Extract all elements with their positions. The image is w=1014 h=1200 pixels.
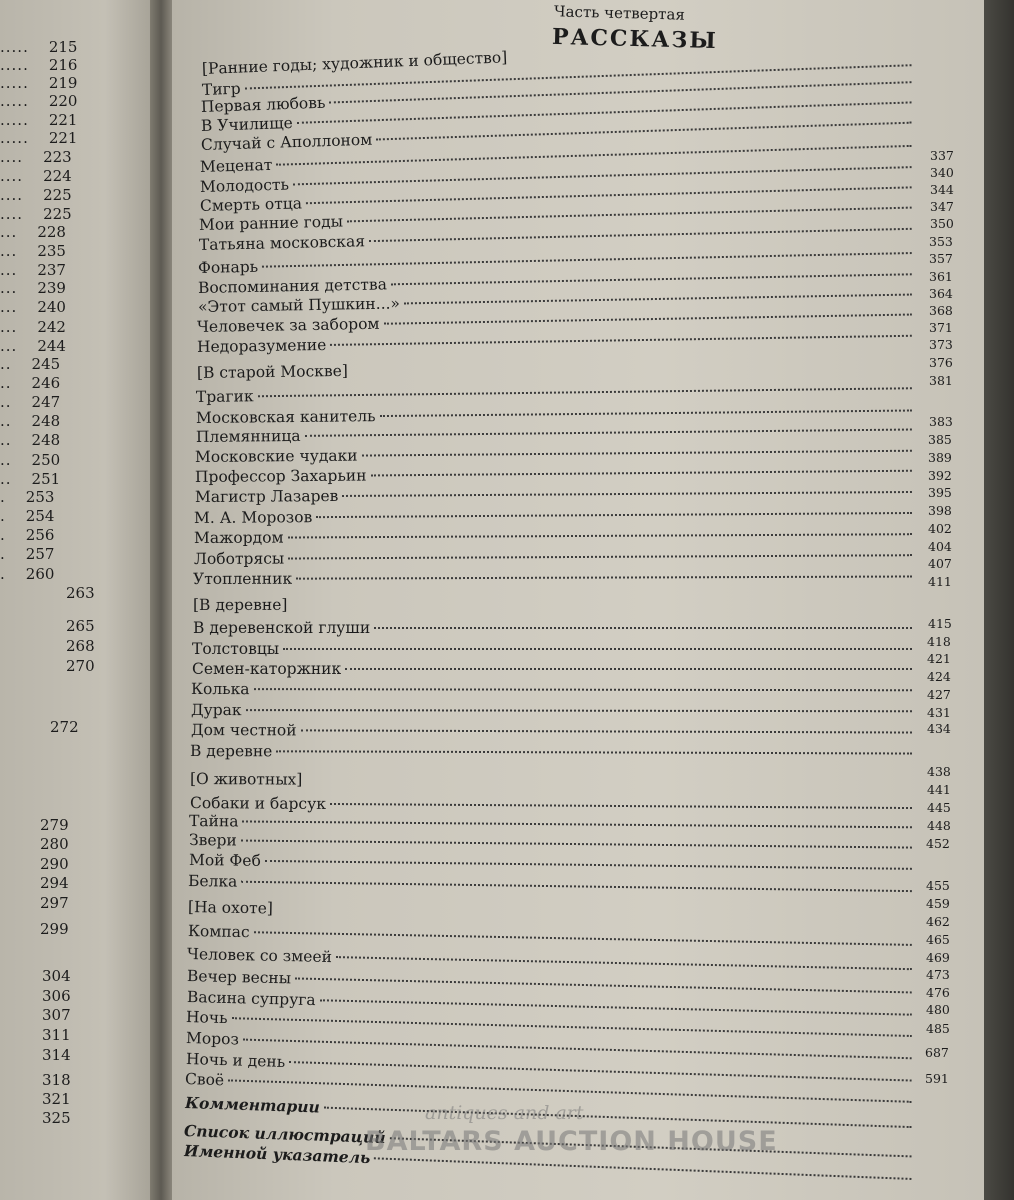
page-number: 344: [930, 182, 954, 197]
left-page-number: [0, 393, 60, 411]
left-page-number: [0, 412, 60, 430]
entry-title: Первая любовь: [200, 93, 326, 116]
leader-dots: ..: [0, 470, 12, 488]
page-number: 340: [930, 165, 954, 180]
page-number: 418: [927, 634, 951, 649]
toc-entry: [191, 721, 912, 744]
entry-title: Недоразумение: [196, 335, 327, 356]
left-page-number: [22, 1109, 71, 1127]
leader-dots: ..: [0, 431, 12, 449]
leader-dots: [342, 491, 912, 497]
page-number: 306: [42, 987, 71, 1005]
leader-dots: [258, 387, 912, 397]
left-page-number: [0, 129, 77, 147]
page-number: 225: [43, 186, 72, 204]
leader-dots: .: [0, 545, 6, 563]
leader-dots: ....: [0, 148, 24, 166]
leader-dots: .....: [0, 129, 29, 147]
page-number: 299: [40, 920, 69, 938]
entry-title: «Этот самый Пушкин...»: [197, 294, 401, 316]
entry-title: Человечек за забором: [196, 314, 380, 336]
page-number: 373: [929, 337, 953, 352]
page-number: 270: [66, 657, 95, 675]
left-page-number: [0, 205, 72, 223]
entry-title: [В деревне]: [192, 595, 288, 614]
left-page-number: [20, 920, 69, 938]
leader-dots: [288, 554, 912, 559]
page-number: 371: [929, 320, 953, 335]
leader-dots: .....: [0, 92, 29, 110]
entry-title: Молодость: [199, 175, 290, 196]
page-number: 290: [40, 855, 69, 873]
section-heading: [190, 770, 912, 794]
toc-entry: [192, 660, 912, 680]
left-page-number: [20, 835, 69, 853]
left-page-number: [0, 470, 60, 488]
entry-title: В деревне: [189, 742, 273, 761]
page-number: 304: [42, 967, 71, 985]
entry-title: Белка: [187, 872, 238, 891]
page-number: 434: [927, 721, 951, 736]
leader-dots: [330, 335, 912, 346]
page-number: 216: [48, 56, 78, 74]
page-number: 254: [25, 507, 55, 525]
entry-title: Собаки и барсук: [189, 794, 327, 813]
entry-title: Воспоминания детства: [197, 275, 388, 297]
entry-title: Дурак: [190, 701, 242, 720]
page-number: 485: [926, 1021, 950, 1036]
leader-dots: ...: [0, 279, 18, 297]
entry-title: Московские чудаки: [194, 446, 358, 466]
page-number: 245: [31, 355, 61, 373]
page-number: 244: [37, 337, 66, 355]
left-page-number: [0, 92, 77, 110]
leader-dots: ...: [0, 318, 18, 336]
leader-dots: [369, 228, 912, 242]
page-number: 263: [66, 584, 95, 602]
left-page-number: [22, 967, 71, 985]
book-cover-edge: [984, 0, 1014, 1200]
leader-dots: [262, 252, 912, 268]
leader-dots: [316, 512, 912, 518]
leader-dots: ..: [0, 412, 12, 430]
leader-dots: [254, 931, 912, 946]
entry-title: Дом честной: [190, 721, 297, 740]
page-number: 469: [926, 950, 950, 965]
leader-dots: [305, 429, 912, 437]
toc-entry: [191, 680, 912, 701]
entry-title: Своё: [184, 1070, 225, 1090]
leader-dots: .: [0, 526, 6, 544]
leader-dots: [288, 533, 912, 538]
leader-dots: ..: [0, 451, 12, 469]
page-number: 438: [927, 764, 951, 779]
entry-title: Семен-каторжник: [192, 660, 342, 678]
page-number: 221: [48, 129, 78, 147]
leader-dots: ....: [0, 186, 24, 204]
page-number: 480: [926, 1002, 950, 1017]
page-number: 385: [928, 432, 952, 447]
page-number: 445: [927, 800, 951, 815]
page-number: 431: [927, 705, 951, 720]
entry-title: Утопленник: [192, 569, 293, 588]
left-page-number: [30, 718, 79, 736]
left-page-number: [22, 1071, 71, 1089]
leader-dots: .: [0, 565, 6, 583]
part-header: Часть четвертая: [553, 2, 686, 24]
left-page-number: [20, 874, 69, 892]
leader-dots: ...: [0, 261, 18, 279]
page-number: 220: [48, 92, 78, 110]
left-page-number: [0, 186, 72, 204]
page-number: 421: [927, 651, 951, 666]
left-page-number: [46, 617, 95, 635]
page-number: 404: [928, 539, 952, 554]
toc-entry: [191, 701, 912, 722]
leader-dots: .: [0, 507, 6, 525]
leader-dots: [374, 627, 912, 629]
page-number: 225: [43, 205, 72, 223]
entry-title: Толстовцы: [192, 640, 280, 658]
leader-dots: .: [0, 488, 6, 506]
leader-dots: [242, 820, 912, 828]
toc-entry: [190, 742, 912, 765]
left-page-number: [20, 855, 69, 873]
left-page-number: [0, 148, 72, 166]
left-page-number: [0, 545, 54, 563]
left-page-number: [20, 894, 69, 912]
leader-dots: .....: [0, 111, 29, 129]
entry-title: Именной указатель: [183, 1141, 371, 1168]
page-number: 318: [42, 1071, 71, 1089]
entry-title: Татьяна московская: [198, 232, 366, 254]
entry-title: Компас: [187, 922, 250, 942]
left-page-number: [0, 111, 77, 129]
left-page-number: [22, 1006, 71, 1024]
page-number: 219: [48, 74, 78, 92]
book-spine: [150, 0, 172, 1200]
page-number: 256: [25, 526, 55, 544]
page-number: 415: [928, 616, 952, 631]
left-page-number: [22, 1026, 71, 1044]
left-page-number: [22, 1090, 71, 1108]
left-page-number: [0, 279, 66, 297]
leader-dots: ...: [0, 298, 18, 316]
page-number: 350: [930, 216, 954, 231]
page-number: 221: [48, 111, 78, 129]
toc-entry: [194, 546, 912, 570]
left-page-number: [0, 374, 60, 392]
leader-dots: ..: [0, 393, 12, 411]
toc-entry: [193, 619, 912, 639]
page-number: 427: [927, 687, 951, 702]
page-number: 228: [37, 223, 66, 241]
entry-title: Мой Феб: [188, 851, 261, 870]
entry-title: Фонарь: [197, 257, 259, 277]
toc-entry: [194, 525, 912, 549]
page-number: 307: [42, 1006, 71, 1024]
entry-title: Случай с Аполлоном: [200, 130, 373, 154]
leader-dots: [254, 688, 912, 691]
entry-title: Профессор Захарьин: [194, 466, 367, 486]
leader-dots: [330, 803, 912, 809]
left-page-number: [0, 431, 60, 449]
page-number: 347: [930, 199, 954, 214]
entry-title: Смерть отца: [199, 194, 303, 215]
right-page: [172, 0, 984, 1200]
page-number: 381: [929, 373, 953, 388]
page-number: 455: [926, 878, 950, 893]
part-title: РАССКАЗЫ: [551, 23, 719, 55]
watermark-name: BALTARS AUCTION HOUSE: [365, 1126, 778, 1157]
leader-dots: [345, 668, 912, 670]
entry-title: Меценат: [199, 155, 273, 176]
page-number: 248: [31, 431, 61, 449]
left-page-number: [0, 488, 54, 506]
page-number: 246: [31, 374, 61, 392]
page-number: 353: [929, 234, 953, 249]
entry-title: Мажордом: [193, 528, 284, 547]
page-number: 224: [43, 167, 72, 185]
page-number: 407: [928, 556, 952, 571]
section-heading: [197, 354, 912, 384]
left-page-number: [46, 657, 95, 675]
page-number: 242: [37, 318, 66, 336]
page-number: 402: [928, 521, 952, 536]
left-page-number: [0, 451, 60, 469]
page-number: 389: [928, 450, 952, 465]
leader-dots: [295, 977, 912, 993]
left-page-number: [0, 242, 66, 260]
entry-title: Трагик: [195, 387, 254, 406]
page-number: 272: [50, 718, 79, 736]
page-number: 473: [926, 967, 950, 982]
page-number: 248: [31, 412, 61, 430]
page-number: 395: [928, 485, 952, 500]
leader-dots: [336, 956, 912, 970]
page-number: 237: [37, 261, 66, 279]
page-number: 383: [929, 414, 953, 429]
left-page-number: [0, 298, 66, 316]
entry-title: Тайна: [188, 812, 239, 831]
left-page: [0, 0, 150, 1200]
page-number: 257: [25, 545, 55, 563]
page-number: 376: [929, 355, 953, 370]
entry-title: Список иллюстраций: [183, 1121, 386, 1148]
page-number: 260: [25, 565, 55, 583]
entry-title: Тигр: [201, 79, 241, 99]
page-number: 280: [40, 835, 69, 853]
page-number: 297: [40, 894, 69, 912]
page-number: 250: [31, 451, 61, 469]
page-number: 311: [42, 1026, 71, 1044]
leader-dots: .....: [0, 74, 29, 92]
leader-dots: [265, 860, 912, 870]
left-page-number: [0, 355, 60, 373]
page-number: 337: [930, 148, 954, 163]
page-number: 364: [929, 286, 953, 301]
left-page-number: [0, 318, 66, 336]
leader-dots: [371, 470, 912, 477]
page-number: 265: [66, 617, 95, 635]
entry-title: Васина супруга: [186, 988, 316, 1010]
leader-dots: ....: [0, 167, 24, 185]
left-page-number: [22, 987, 71, 1005]
entry-title: [На охоте]: [187, 898, 274, 918]
page-number: 392: [928, 468, 952, 483]
watermark-script: antiques and art: [425, 1102, 584, 1124]
page-number: 321: [42, 1090, 71, 1108]
page-number: 361: [929, 269, 953, 284]
leader-dots: [380, 410, 912, 418]
left-page-number: [0, 223, 66, 241]
leader-dots: ..: [0, 374, 12, 392]
leader-dots: .....: [0, 38, 29, 56]
entry-title: В Училище: [200, 113, 294, 135]
page-number: 465: [926, 932, 950, 947]
left-page-number: [0, 507, 54, 525]
entry-title: [О животных]: [189, 770, 303, 789]
leader-dots: ..: [0, 355, 12, 373]
page-number: 268: [66, 637, 95, 655]
page-number: 452: [926, 836, 950, 851]
entry-title: Комментарии: [184, 1093, 321, 1117]
leader-dots: [283, 648, 912, 650]
left-page-number: [0, 56, 77, 74]
leader-dots: ...: [0, 337, 18, 355]
entry-title: Колька: [190, 680, 250, 699]
leader-dots: ....: [0, 205, 24, 223]
page-number: 462: [926, 914, 950, 929]
page-number: 687: [925, 1045, 949, 1060]
page-number: 240: [37, 298, 66, 316]
leader-dots: [391, 273, 912, 285]
entry-title: [Ранние годы; художник и общество]: [201, 48, 508, 78]
left-page-number: [0, 167, 72, 185]
page-number: 294: [40, 874, 69, 892]
entry-title: М. А. Морозов: [193, 508, 313, 527]
leader-dots: [362, 450, 912, 457]
leader-dots: [404, 294, 912, 305]
left-page-number: [0, 526, 54, 544]
leader-dots: .....: [0, 56, 29, 74]
entry-title: Мороз: [185, 1029, 240, 1049]
left-page-number: [0, 337, 66, 355]
entry-title: [В старой Москве]: [196, 361, 348, 382]
entry-title: Племянница: [195, 426, 301, 446]
page-number: 253: [25, 488, 55, 506]
table-of-contents: [172, 0, 984, 1200]
page-number: 247: [31, 393, 61, 411]
page-number: 314: [42, 1046, 71, 1064]
leader-dots: [241, 840, 912, 849]
page-number: 325: [42, 1109, 71, 1127]
left-page-number: [20, 816, 69, 834]
entry-title: Мои ранние годы: [198, 212, 344, 234]
toc-entry: [192, 640, 912, 660]
entry-title: Вечер весны: [186, 967, 292, 988]
page-number: 591: [925, 1071, 949, 1086]
left-page-number: [0, 74, 77, 92]
page-number: 368: [929, 303, 953, 318]
page-number: 441: [927, 782, 951, 797]
entry-title: Магистр Лазарев: [194, 486, 339, 506]
entry-title: Московская канитель: [195, 407, 376, 427]
section-heading: [193, 595, 912, 616]
entry-title: Ночь: [185, 1008, 228, 1028]
left-page-number: [46, 584, 95, 602]
left-page-number: [0, 261, 66, 279]
left-page-number: [0, 38, 77, 56]
leader-dots: [246, 709, 912, 712]
page-number: 279: [40, 816, 69, 834]
entry-title: В деревенской глуши: [193, 619, 371, 637]
page-number: 448: [927, 818, 951, 833]
leader-dots: [276, 750, 912, 754]
page-number: 235: [37, 242, 66, 260]
leader-dots: [241, 881, 912, 892]
leader-dots: ...: [0, 242, 18, 260]
page-number: 357: [929, 251, 953, 266]
page-number: 424: [927, 669, 951, 684]
left-page-number: [22, 1046, 71, 1064]
leader-dots: [296, 575, 912, 579]
page-number: 239: [37, 279, 66, 297]
page-number: 459: [926, 896, 950, 911]
page-number: 251: [31, 470, 61, 488]
leader-dots: ...: [0, 223, 18, 241]
page-number: 476: [926, 985, 950, 1000]
leader-dots: [383, 314, 911, 325]
page-number: 411: [928, 574, 952, 589]
leader-dots: [301, 729, 912, 733]
page-number: 398: [928, 503, 952, 518]
page-number: 223: [43, 148, 72, 166]
left-page-number: [46, 637, 95, 655]
entry-title: Лоботрясы: [193, 549, 285, 568]
entry-title: Ночь и день: [185, 1050, 286, 1071]
entry-title: Человек со змеей: [186, 945, 333, 967]
page-number: 215: [48, 38, 78, 56]
left-page-number: [0, 565, 54, 583]
toc-entry: [193, 567, 912, 590]
entry-title: Звери: [188, 831, 237, 850]
